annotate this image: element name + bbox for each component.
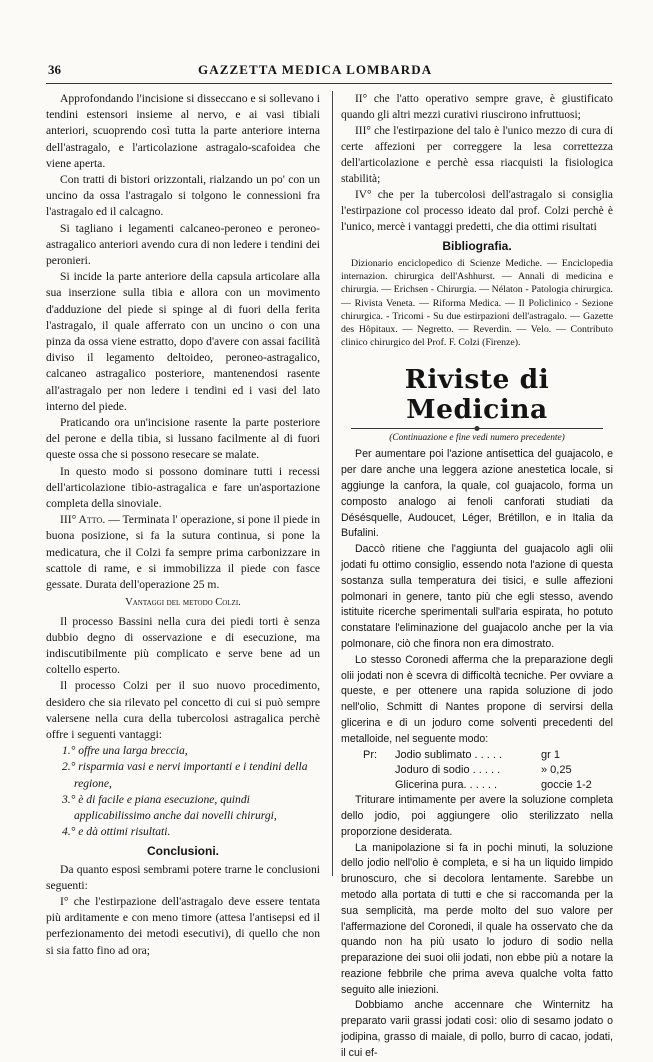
rule-dot bbox=[475, 426, 480, 431]
paragraph: Per aumentare poi l'azione antisettica del guajacolo, e per dare anche una leggera azione anestetica locale, si aggiunge la canfora, la quale, col guajacolo, forma un composto analogo ai fenoli canforati studiati da Désésquelle, Audoucet, Léger, Brétillon, e in Italia da Bufalini. bbox=[341, 448, 613, 540]
recipe-row bbox=[341, 763, 613, 778]
section-title-conclusioni: Conclusioni. bbox=[147, 844, 219, 859]
recipe-row bbox=[341, 778, 613, 793]
paragraph: IV° che per la tubercolosi dell'astragalo si consiglia l'estirpazione col processo ideato dal prof. Colzi perchè è l'unico, mercè i vantaggi predetti, che dia ottimi risultati bbox=[341, 189, 613, 233]
paragraph: Triturare intimamente per avere la soluzione completa dello jodio, poi aggiungere olio sterilizzato nella proporzione desiderata. bbox=[341, 794, 613, 838]
paragraph: Praticando ora un'incisione rasente la parte posteriore del perone e della tibia, si lussano facilmente al di fuori queste ossa che si possono resecare se malate. bbox=[46, 416, 320, 462]
paragraph: La manipolazione si fa in pochi minuti, la soluzione dello jodio nell'olio è completa, e si ha un liquido limpido brunoscuro, che si decolora lentamente. Sarebbe un metodo alla portata di tutti e che si raccomanda per la sua semplicità, ma perde molto del suo valore per l'affermazione del Coronedi, il quale ha osservato che da quando non ha più usato lo joduro di sodio nella preparazione dei suoi olii jodati, non ebbe più a notare la reazione febbrile che prima aveva qualche volta fatto seguito alle iniezioni. bbox=[341, 841, 613, 996]
list-item: 1.° offre una larga breccia, bbox=[62, 744, 188, 758]
recipe-quantity: gr 1 bbox=[541, 748, 560, 761]
recipe-quantity: goccie 1-2 bbox=[541, 778, 592, 791]
left-column bbox=[46, 91, 320, 959]
rubric-title: Riviste di Medicina bbox=[404, 364, 550, 426]
right-column bbox=[341, 91, 613, 1062]
list-item: 3.° è di facile e piana esecuzione, quindi applicabilissimo anche dai novelli chirurgi, bbox=[62, 792, 277, 822]
recipe-ingredient: Joduro di sodio . . . . . bbox=[395, 763, 501, 776]
page-number: 36 bbox=[48, 62, 61, 77]
paragraph: Daccò ritiene che l'aggiunta del guajacolo agli olii jodati fu ottimo consiglio, essendo nota l'azione di questa sostanza sulla temperatura dei tisici, e sulle affezioni polmonari in genere, tanto più che egli stesso, avendo istituite ricerche sperimentali sull'aria espirata, ho potuto constatare l'eliminazione del guajacolo anche per la via polmonare, ciò che finora non era dimostrato. bbox=[341, 543, 613, 650]
recipe-ingredient: Glicerina pura. . . . . . bbox=[395, 778, 498, 791]
paragraph: III° che l'estirpazione del talo è l'unico mezzo di cura di certe affezioni per correggere la lesa correttezza dell'articolazione e perchè essa riacquisti la fisiologica stabilità; bbox=[341, 125, 613, 185]
paragraph: Approfondando l'incisione si disseccano e si sollevano i tendini estensori insieme al nervo, e ai vasi tibiali anteriori, scuoprendo così tutta la parte anteriore interna dell'astragalo, e l'articolazione astragalo-scafoidea che viene aperta. bbox=[46, 92, 320, 170]
act-text: — Terminata l' operazione, si pone il piede in buona posizione, si fa la sutura continua, si pone la medicatura, che il Colzi fa sempre prima carbonizzare in scattole di rame, e si immobilizza il piede con fasce gessate. Durata dell'operazione 25 m. bbox=[46, 513, 320, 592]
paragraph: Si tagliano i legamenti calcaneo-peroneo e peroneo-astragalico anteriori avendo cura di non ledere i tendini dei peronieri. bbox=[46, 221, 320, 268]
advantages-list bbox=[46, 743, 320, 840]
list-item: 2.° risparmia vasi e nervi importanti e i tendini della regione, bbox=[62, 760, 308, 790]
paragraph: I° che l'estirpazione dell'astragalo deve essere tentata più arditamente e con meno timore (attesa l'antisepsi ed il perfezionamento dei metodi esecutivi), di quello che non si sia fatto fino ad ora; bbox=[46, 894, 320, 957]
paragraph: In questo modo si possono dominare tutti i recessi dell'articolazione tibio-astragalica e fare un'asportazione completa della sinoviale. bbox=[46, 464, 320, 511]
recipe-table bbox=[341, 748, 613, 794]
paragraph: Dobbiamo anche accennare che Winternitz ha preparato varii grassi jodati così: olio di sesamo jodato o jodipina, grasso di maiale, di pollo, burro di cacao, jodati, il cui ef- bbox=[341, 999, 613, 1059]
paragraph: Si incide la parte anteriore della capsula articolare alla sua inserzione sulla tibia e allora con un movimento d'adduzione del piede si spinge al di fuori della ferita l'astragalo, il quale afferrato con un uncino o con una pinza da ossa viene estratto, dopo d'avere con assai facilità diviso il legamento deltoideo, peroneo-astragalico, calcaneo astragalico posteriore, mantenendosi rasente all'astragalo per non ledere i tendini ed i vasi del lato interno del piede. bbox=[46, 270, 320, 413]
column-divider bbox=[332, 91, 333, 876]
rubric-body bbox=[341, 447, 613, 1061]
section-title-vantaggi: Vantaggi del metodo Colzi. bbox=[125, 597, 241, 609]
bibliography bbox=[341, 257, 613, 349]
ornamental-rule bbox=[351, 428, 603, 429]
rubric-subtitle: (Continuazione e fine vedi numero precedente) bbox=[389, 433, 565, 444]
journal-title: GAZZETTA MEDICA LOMBARDA bbox=[198, 62, 433, 77]
recipe-ingredient: Jodio sublimato . . . . . bbox=[395, 748, 502, 761]
paragraph bbox=[46, 512, 320, 593]
running-header bbox=[48, 62, 611, 80]
recipe-quantity: » 0,25 bbox=[541, 763, 572, 776]
section-title-bibliografia: Bibliografia. bbox=[442, 239, 512, 253]
paragraph: II° che l'atto operativo sempre grave, è giustificato quando gli altri mezzi curativi riuscirono infruttuosi; bbox=[341, 93, 613, 121]
paragraph: Lo stesso Coronedi afferma che la preparazione degli olii jodati non è scevra di difficoltà tecniche. Per ovviare a queste, e per ottenere una rapida soluzione di jodo nell'olio, Schmitt di Nantes propone di servirsi della glicerina e di un joduro come solventi precedenti del metalloide, nel seguente modo: bbox=[341, 653, 613, 745]
act-label: III° Atto. bbox=[60, 513, 106, 527]
paragraph: Da quanto esposi sembrami potere trarne le conclusioni seguenti: bbox=[46, 862, 320, 892]
paragraph: Il processo Bassini nella cura dei piedi torti è senza dubbio degno di osservazione e di esecuzione, ma indiscutibilmente più complicato e serve bene ad un coltello esperto. bbox=[46, 614, 320, 677]
list-item: 4.° e dà ottimi risultati. bbox=[62, 825, 171, 839]
paragraph: Con tratti di bistori orizzontali, rialzando un po' con un uncino da ossa l'astragalo si tolgono le connessioni fra l'astragalo ed il calcagno. bbox=[46, 173, 320, 219]
recipe-row bbox=[341, 748, 613, 763]
paragraph: Il processo Colzi per il suo nuovo procedimento, desidero che sia rilevato pel concetto di cui si può sempre valersene nella cura della tubercolosi astragalica perchè offre i seguenti vantaggi: bbox=[46, 679, 320, 741]
recipe-prefix: Pr: bbox=[363, 748, 378, 761]
bibliography-text: Dizionario enciclopedico di Scienze Mediche. — Enciclopedia internazion. chirurgica dell'Ashhurst. — Annali di medicina e chirurgia. — Erichsen - Chirurgia. — Nélaton - Patologia chirurgica. — Rivista Veneta. — Riforma Medica. — Il Policlinico - Sezione chirurgica. - Tricomi - Su due estirpazioni dell'astragalo. — Gazette des Hôpitaux. — Negretto. — Reverdin. — Velo. — Contributo clinico chirurgico del Prof. F. Colzi (Firenze). bbox=[341, 258, 613, 349]
header-rule bbox=[46, 83, 612, 84]
